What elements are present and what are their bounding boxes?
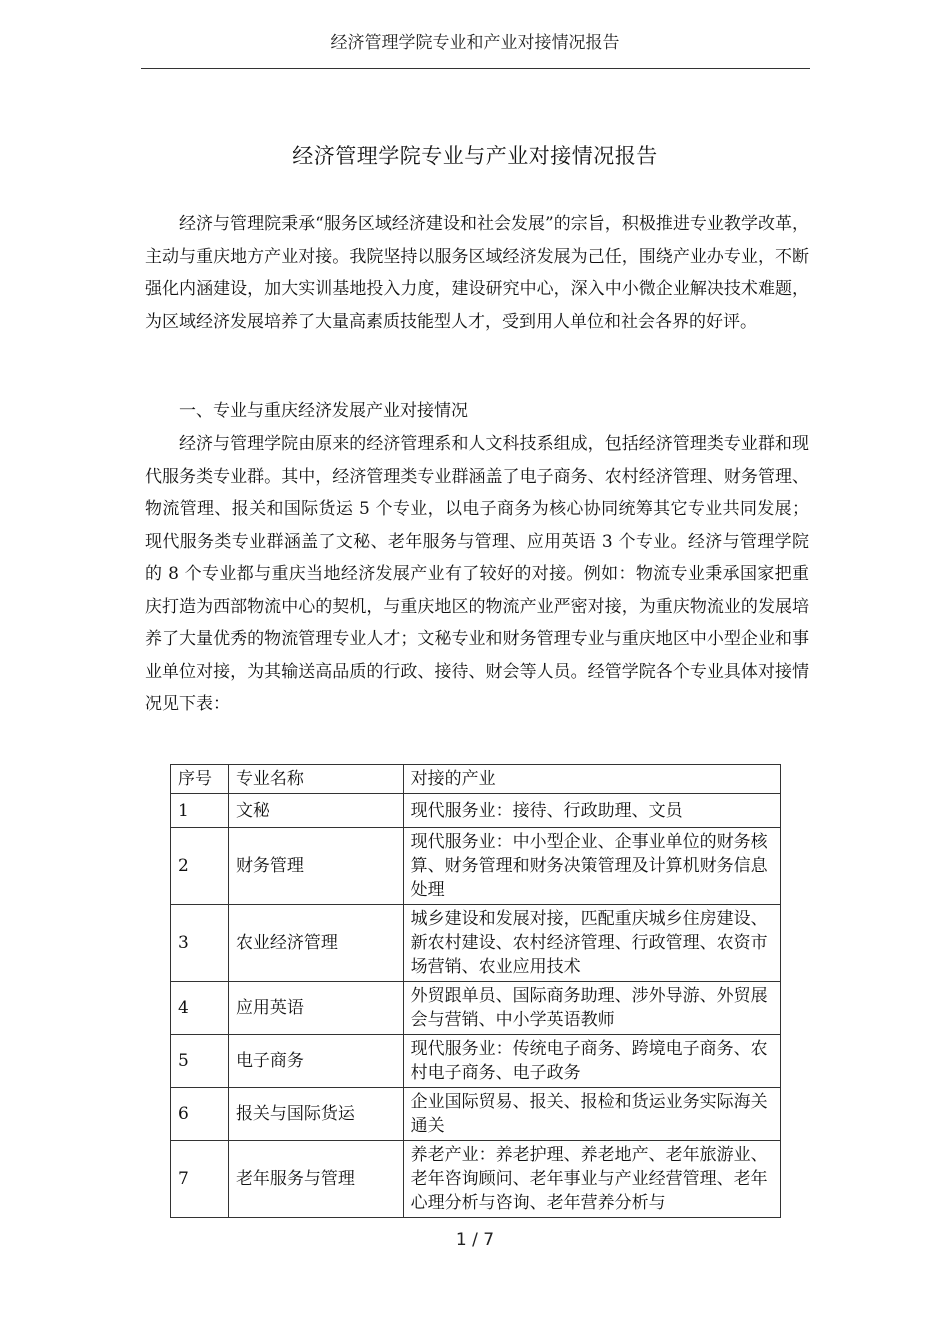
intro-paragraph: 经济与管理院秉承“服务区域经济建设和社会发展”的宗旨，积极推进专业教学改革，主动与重庆地方产业对接。我院坚持以服务区域经济发展为己任，围绕产业办专业，不断强化内涵建设，加大实训基地投入力度，建设研究中心，深入中小微企业解决技术难题，为区域经济发展培养了大量高素质技能型人才，受到用人单位和社会各界的好评。 — [145, 214, 809, 332]
table-row — [171, 828, 781, 905]
row-number: 6 — [171, 1088, 229, 1141]
industry-description: 企业国际贸易、报关、报检和货运业务实际海关通关 — [403, 1088, 780, 1141]
major-name: 老年服务与管理 — [228, 1141, 403, 1218]
section-paragraph: 经济与管理学院由原来的经济管理系和人文科技系组成，包括经济管理类专业群和现代服务类专业群。其中，经济管理类专业群涵盖了电子商务、农村经济管理、财务管理、物流管理、报关和国际货运 5 个专业，以电子商务为核心协同统筹其它专业共同发展；现代服务类专业群涵盖了文秘、老年服务与管理、应用英语 3 个专业。经济与管理学院的 8 个专业都与重庆当地经济发展产业有了较好的对接。例如：物流专业秉承国家把重庆打造为西部物流中心的契机，与重庆地区的物流产业严密对接，为重庆物流业的发展培养了大量优秀的物流管理专业人才；文秘专业和财务管理专业与重庆地区中小型企业和事业单位对接，为其输送高品质的行政、接待、财会等人员。经管学院各个专业具体对接情况见下表： — [145, 434, 809, 714]
column-header-major: 专业名称 — [228, 765, 403, 794]
major-name: 文秘 — [228, 794, 403, 828]
table-row — [171, 905, 781, 982]
industry-description: 城乡建设和发展对接，匹配重庆城乡住房建设、新农村建设、农村经济管理、行政管理、农资市场营销、农业应用技术 — [403, 905, 780, 982]
industry-description: 现代服务业：接待、行政助理、文员 — [403, 794, 780, 828]
page-indicator: 1 / 7 — [455, 1230, 495, 1250]
table-row — [171, 982, 781, 1035]
table-row — [171, 794, 781, 828]
industry-description: 养老产业：养老护理、养老地产、老年旅游业、老年咨询顾问、老年事业与产业经营管理、老年心理分析与咨询、老年营养分析与 — [403, 1141, 780, 1218]
row-number: 1 — [171, 794, 229, 828]
running-header: 经济管理学院专业和产业对接情况报告 — [330, 33, 620, 53]
major-name: 农业经济管理 — [228, 905, 403, 982]
major-name: 应用英语 — [228, 982, 403, 1035]
row-number: 7 — [171, 1141, 229, 1218]
column-header-industry: 对接的产业 — [403, 765, 780, 794]
table-header-row — [171, 765, 781, 794]
header-divider — [141, 68, 810, 69]
industry-description: 现代服务业：中小型企业、企事业单位的财务核算、财务管理和财务决策管理及计算机财务信息处理 — [403, 828, 780, 905]
major-name: 报关与国际货运 — [228, 1088, 403, 1141]
table-row — [171, 1088, 781, 1141]
industry-description: 外贸跟单员、国际商务助理、涉外导游、外贸展会与营销、中小学英语教师 — [403, 982, 780, 1035]
industry-description: 现代服务业：传统电子商务、跨境电子商务、农村电子商务、电子政务 — [403, 1035, 780, 1088]
document-title: 经济管理学院专业与产业对接情况报告 — [292, 144, 658, 168]
table-row — [171, 1035, 781, 1088]
major-name: 财务管理 — [228, 828, 403, 905]
row-number: 5 — [171, 1035, 229, 1088]
column-header-number: 序号 — [171, 765, 229, 794]
row-number: 4 — [171, 982, 229, 1035]
row-number: 2 — [171, 828, 229, 905]
major-name: 电子商务 — [228, 1035, 403, 1088]
row-number: 3 — [171, 905, 229, 982]
table-row — [171, 1141, 781, 1218]
section-heading: 一、专业与重庆经济发展产业对接情况 — [179, 401, 468, 421]
major-industry-table — [170, 764, 781, 1218]
